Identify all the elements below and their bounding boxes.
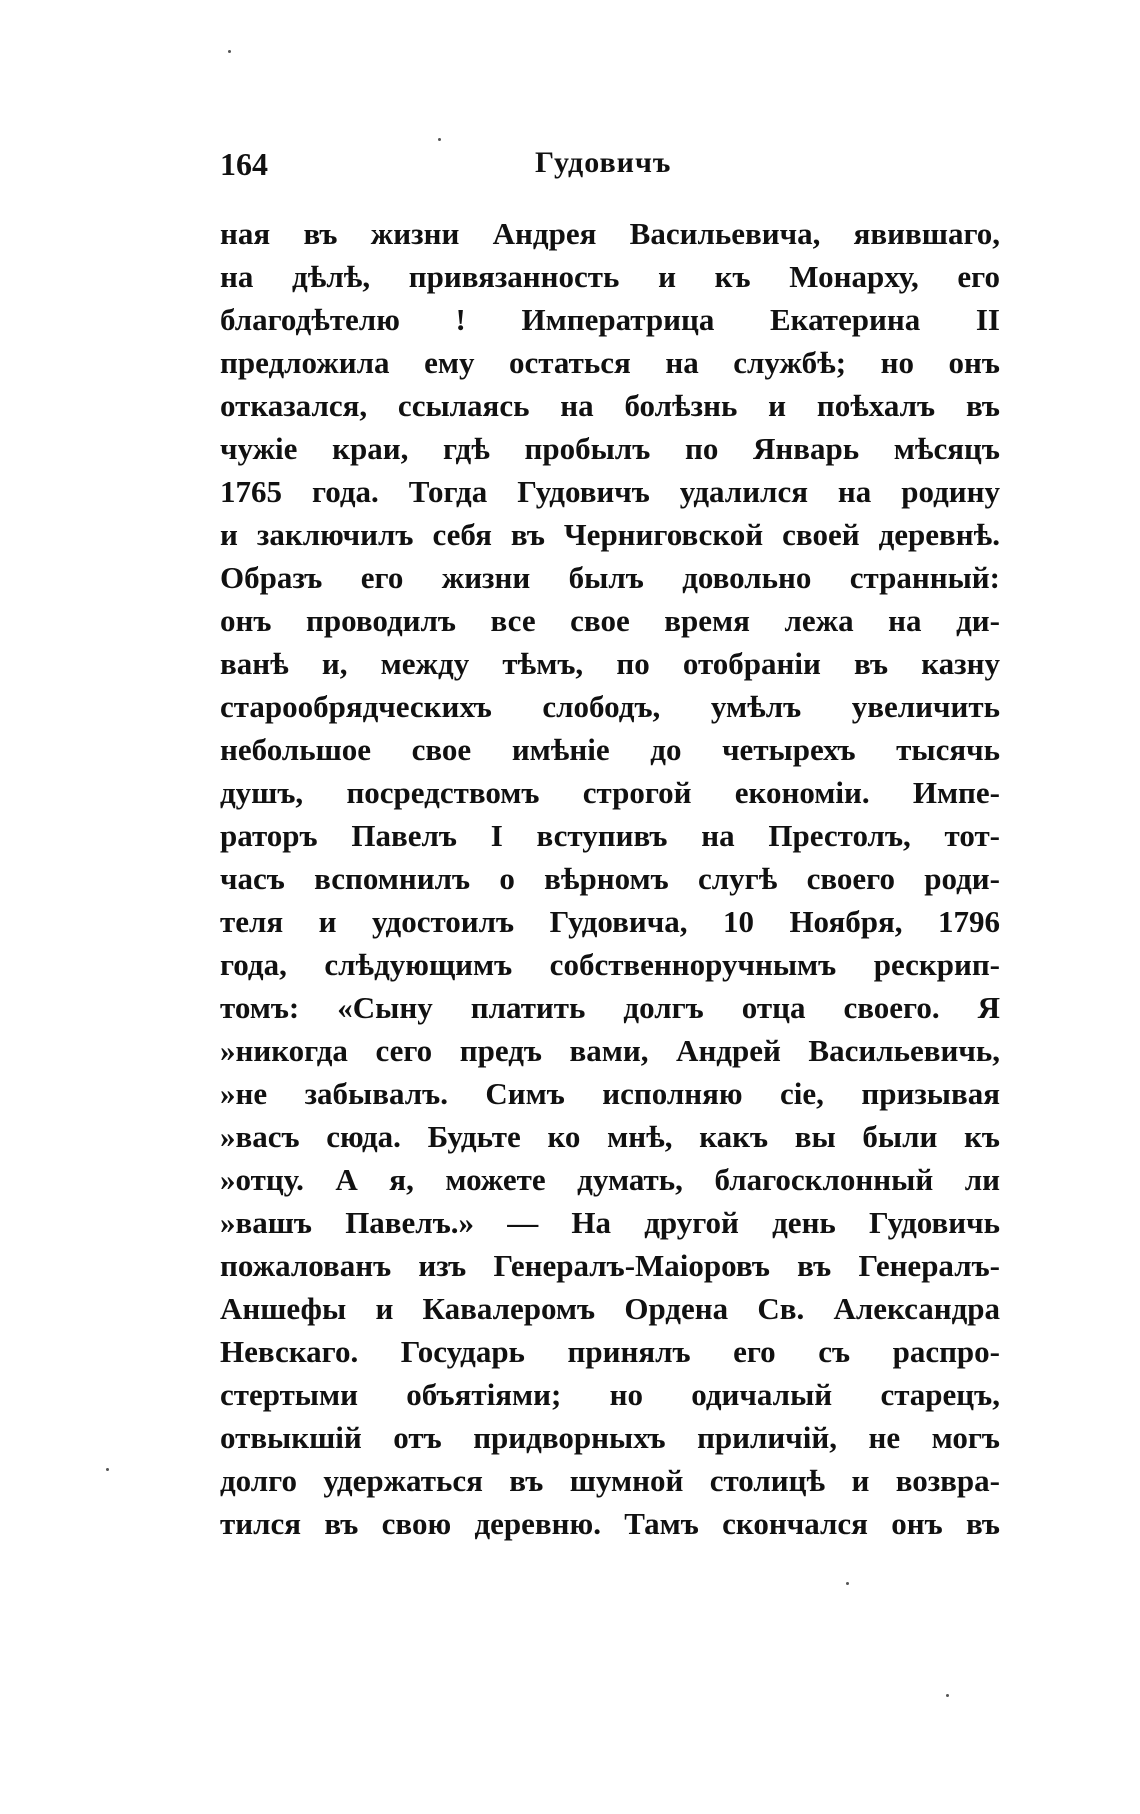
text-line: »никогда сего предъ вами, Андрей Васильевичь, <box>220 1033 1000 1068</box>
text-line: небольшое свое имѣніе до четырехъ тысячь <box>220 732 1000 767</box>
body-text <box>220 212 1000 1545</box>
text-line: пожалованъ изъ Генералъ-Маіоровъ въ Генералъ- <box>220 1248 1000 1283</box>
text-line: »васъ сюда. Будьте ко мнѣ, какъ вы были къ <box>220 1119 1000 1154</box>
text-line: долго удержаться въ шумной столицѣ и возвра- <box>220 1463 1000 1498</box>
text-line: раторъ Павелъ I вступивъ на Престолъ, тот- <box>220 818 1000 853</box>
text-line: ванѣ и, между тѣмъ, по отобраніи въ казну <box>220 646 1000 681</box>
text-line: Аншефы и Кавалеромъ Ордена Св. Александра <box>220 1291 1000 1326</box>
text-line: онъ проводилъ все свое время лежа на ди- <box>220 603 1000 638</box>
scan-speck <box>846 1582 849 1585</box>
text-line: томъ: «Сыну платить долгъ отца своего. Я <box>220 990 1000 1025</box>
text-line: старообрядческихъ слободъ, умѣлъ увеличить <box>220 689 1000 724</box>
text-line: и заключилъ себя въ Черниговской своей деревнѣ. <box>220 517 1000 552</box>
text-line: тился въ свою деревню. Тамъ скончался онъ въ <box>220 1506 1000 1541</box>
text-line: чужіе краи, гдѣ пробылъ по Январь мѣсяцъ <box>220 431 1000 466</box>
text-line: Невскаго. Государь принялъ его съ распро- <box>220 1334 1000 1369</box>
text-line: »вашъ Павелъ.» — На другой день Гудовичь <box>220 1205 1000 1240</box>
text-line: отвыкшій отъ придворныхъ приличій, не могъ <box>220 1420 1000 1455</box>
text-line: благодѣтелю ! Императрица Екатерина II <box>220 302 1000 337</box>
scan-speck <box>228 50 231 53</box>
page-number: 164 <box>220 146 268 182</box>
text-line: »отцу. А я, можете думать, благосклонный ли <box>220 1162 1000 1197</box>
text-line: душъ, посредствомъ строгой економіи. Импе- <box>220 775 1000 810</box>
text-line: на дѣлѣ, привязанность и къ Монарху, его <box>220 259 1000 294</box>
text-line: часъ вспомнилъ о вѣрномъ слугѣ своего роди- <box>220 861 1000 896</box>
text-line: стертыми объятіями; но одичалый старецъ, <box>220 1377 1000 1412</box>
text-line: »не забывалъ. Симъ исполняю сіе, призывая <box>220 1076 1000 1111</box>
page-header <box>220 146 990 196</box>
text-line: отказался, ссылаясь на болѣзнь и поѣхалъ въ <box>220 388 1000 423</box>
running-title: Гудовичъ <box>535 146 672 179</box>
text-line: года, слѣдующимъ собственноручнымъ рескрип- <box>220 947 1000 982</box>
text-line: ная въ жизни Андрея Васильевича, явившаго, <box>220 216 1000 251</box>
text-line: 1765 года. Тогда Гудовичъ удалился на родину <box>220 474 1000 509</box>
scan-speck <box>946 1694 949 1697</box>
text-line: теля и удостоилъ Гудовича, 10 Ноября, 1796 <box>220 904 1000 939</box>
scan-speck <box>106 1468 109 1471</box>
scan-speck <box>438 138 441 141</box>
text-line: предложила ему остаться на службѣ; но онъ <box>220 345 1000 380</box>
text-line: Образъ его жизни былъ довольно странный: <box>220 560 1000 595</box>
